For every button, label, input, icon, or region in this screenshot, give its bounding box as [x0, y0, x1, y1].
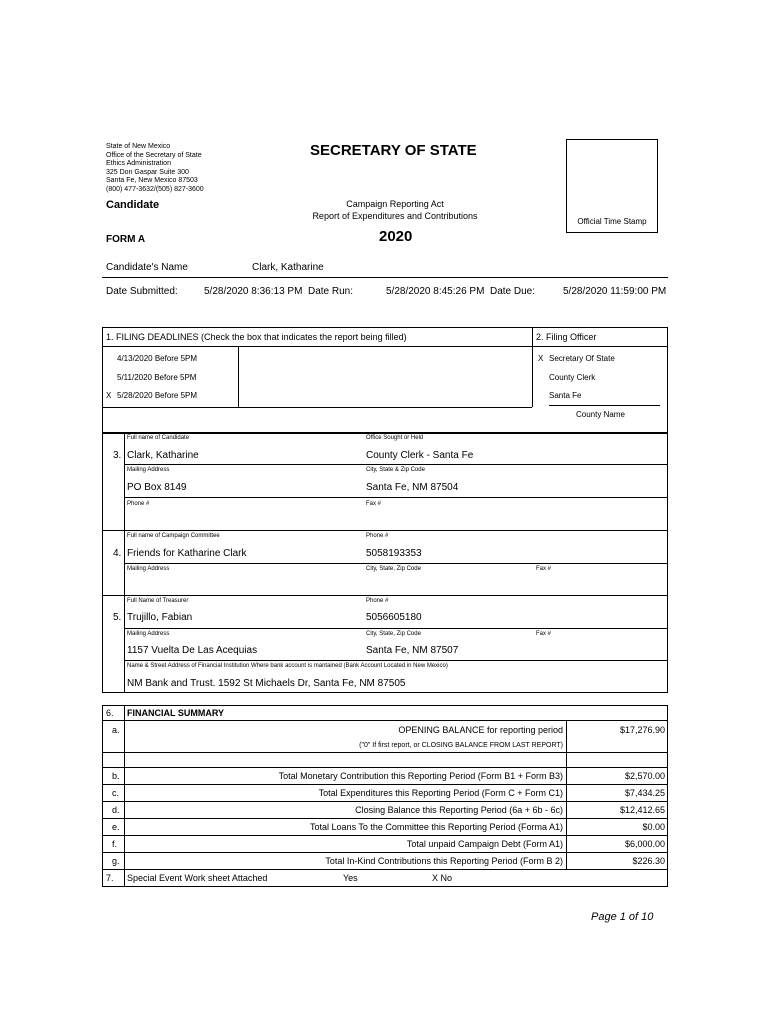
summary-title: FINANCIAL SUMMARY	[127, 708, 224, 718]
treasurer-city: Santa Fe, NM 87507	[366, 645, 459, 656]
office-line: State of New Mexico	[106, 143, 171, 150]
field-label: Full Name of Treasurer	[127, 598, 189, 604]
county-underline	[549, 405, 660, 406]
act-heading	[290, 198, 500, 222]
section-number: 6.	[106, 708, 114, 718]
section-number: 5.	[113, 612, 122, 623]
date-due-value: 5/28/2020 11:59:00 PM	[563, 286, 667, 297]
divider	[102, 835, 668, 836]
divider	[102, 346, 668, 347]
row-letter: g.	[112, 856, 120, 866]
treasurer-phone: 5056605180	[366, 612, 422, 623]
deadline-option: 5/11/2020 Before 5PM	[117, 373, 197, 382]
divider	[124, 497, 668, 498]
special-event-yes[interactable]: Yes	[343, 873, 358, 883]
section-number: 7.	[106, 873, 114, 883]
field-label: Mailing Address	[127, 631, 170, 637]
divider	[124, 628, 668, 629]
filing-officer-title: 2. Filing Officer	[536, 332, 597, 342]
candidate-name-label: Candidate's Name	[106, 262, 188, 273]
divider	[102, 720, 668, 721]
date-run-value: 5/28/2020 8:45:26 PM	[386, 286, 485, 297]
field-label: Fax #	[366, 501, 382, 507]
summary-row-label: Total Monetary Contribution this Reporting Period (Form B1 + Form B3)	[278, 771, 563, 781]
row-letter: e.	[112, 822, 120, 832]
divider	[124, 563, 668, 564]
divider	[102, 530, 668, 531]
summary-row-label: Total Loans To the Committee this Reporting Period (Forma A1)	[310, 822, 563, 832]
divider	[102, 752, 668, 753]
row-letter: b.	[112, 771, 120, 781]
divider	[102, 801, 668, 802]
row-letter: f.	[112, 839, 118, 849]
opening-balance-label: OPENING BALANCE for reporting period	[398, 725, 563, 735]
deadline-option: 5/28/2020 Before 5PM	[117, 391, 198, 400]
opening-balance-note: ("0" If first report, or CLOSING BALANCE FROM LAST REPORT)	[359, 742, 563, 749]
bank-info: NM Bank and Trust. 1592 St Michaels Dr, Santa Fe, NM 87505	[127, 678, 406, 689]
summary-row-amount: $12,412.65	[619, 805, 665, 815]
office-sought: County Clerk - Santa Fe	[366, 450, 474, 461]
officer-option: Secretary Of State	[549, 354, 615, 363]
county-name-label: County Name	[576, 410, 625, 419]
divider	[238, 347, 239, 407]
filing-deadlines-title: 1. FILING DEADLINES (Check the box that indicates the report being filled)	[106, 332, 407, 342]
office-line: 325 Don Gaspar Suite 300	[106, 168, 189, 176]
summary-row-amount: $2,570.00	[624, 771, 665, 781]
officer-option: County Clerk	[549, 373, 596, 382]
divider	[124, 705, 125, 887]
row-letter: c.	[112, 788, 120, 798]
report-year: 2020	[379, 228, 413, 245]
field-label: Office Sought or Held	[366, 435, 424, 441]
committee-name: Friends for Katharine Clark	[127, 548, 247, 559]
row-letter: d.	[112, 805, 120, 815]
summary-row-label: Total In-Kind Contributions this Reporting Period (Form B 2)	[325, 856, 563, 866]
page-number: Page 1 of 10	[591, 911, 654, 923]
treasurer-mailing: 1157 Vuelta De Las Acequias	[127, 645, 258, 656]
divider	[102, 818, 668, 819]
field-label: Mailing Address	[127, 566, 170, 572]
field-label: Full name of Campaign Committee	[127, 533, 220, 539]
section-number: 3.	[113, 450, 122, 461]
candidate-full-name: Clark, Katharine	[127, 450, 199, 461]
divider	[102, 595, 668, 596]
act-line-1: Campaign Reporting Act	[346, 199, 444, 209]
date-submitted-value: 5/28/2020 8:36:13 PM	[204, 286, 303, 297]
divider	[532, 347, 533, 407]
deadline-option: 4/13/2020 Before 5PM	[117, 354, 198, 363]
field-label: City, State, Zip Code	[366, 631, 421, 637]
divider	[532, 327, 533, 347]
divider	[102, 852, 668, 853]
county-value: Santa Fe	[549, 391, 582, 400]
office-address	[106, 143, 204, 195]
summary-row-label: Total unpaid Campaign Debt (Form A1)	[406, 839, 563, 849]
summary-row-amount: $226.30	[632, 856, 665, 866]
summary-row-amount: $6,000.00	[624, 839, 665, 849]
officer-checkbox[interactable]: X	[538, 354, 544, 363]
divider	[102, 277, 668, 278]
field-label: Fax #	[536, 566, 552, 572]
summary-row-amount: $0.00	[642, 822, 665, 832]
field-label: Phone #	[127, 501, 150, 507]
committee-phone: 5058193353	[366, 548, 422, 559]
field-label: Phone #	[366, 533, 389, 539]
time-stamp-box	[566, 139, 658, 233]
row-letter: a.	[112, 725, 120, 735]
page-title: SECRETARY OF STATE	[310, 142, 477, 159]
section-number: 4.	[113, 548, 122, 559]
special-event-label: Special Event Work sheet Attached	[127, 873, 268, 883]
summary-row-label: Total Expenditures this Reporting Period (Form C + Form C1)	[318, 788, 563, 798]
divider	[124, 464, 668, 465]
divider	[102, 767, 668, 768]
divider	[102, 407, 532, 408]
divider	[102, 784, 668, 785]
candidate-name-value: Clark, Katharine	[252, 262, 324, 273]
summary-row-amount: $7,434.25	[624, 788, 665, 798]
candidate-mailing: PO Box 8149	[127, 482, 187, 493]
office-line: Office of the Secretary of State	[106, 151, 202, 159]
field-label: Phone #	[366, 598, 389, 604]
office-line: Santa Fe, New Mexico 87503	[106, 177, 198, 185]
opening-balance-amount: $17,276.90	[619, 725, 665, 735]
divider	[102, 869, 668, 870]
act-line-2: Report of Expenditures and Contributions	[312, 211, 478, 221]
candidate-heading: Candidate	[106, 199, 160, 211]
field-label: City, State & Zip Code	[366, 467, 425, 473]
date-due-label: Date Due:	[490, 286, 536, 297]
office-line: (800) 477-3632/(505) 827-3600	[106, 185, 204, 193]
field-label: City, State, Zip Code	[366, 566, 421, 572]
divider	[124, 660, 668, 661]
field-label: Full name of Candidate	[127, 435, 190, 441]
date-submitted-label: Date Submitted:	[106, 286, 178, 297]
candidate-city: Santa Fe, NM 87504	[366, 482, 459, 493]
treasurer-name: Trujillo, Fabian	[127, 612, 193, 623]
divider	[566, 720, 567, 870]
form-label: FORM A	[106, 234, 146, 245]
field-label: Mailing Address	[127, 467, 170, 473]
date-run-label: Date Run:	[308, 286, 354, 297]
stamp-label: Official Time Stamp	[577, 217, 647, 226]
field-label: Fax #	[536, 631, 552, 637]
summary-row-label: Closing Balance this Reporting Period (6a + 6b - 6c)	[355, 805, 563, 815]
office-line: Ethics Administration	[106, 160, 171, 168]
field-label: Name & Street Address of Financial Institution Where bank account is mantained (Bank Account Located in New Mexico)	[127, 663, 448, 669]
special-event-no[interactable]: X No	[432, 873, 453, 883]
deadline-checkbox[interactable]: X	[106, 391, 112, 400]
